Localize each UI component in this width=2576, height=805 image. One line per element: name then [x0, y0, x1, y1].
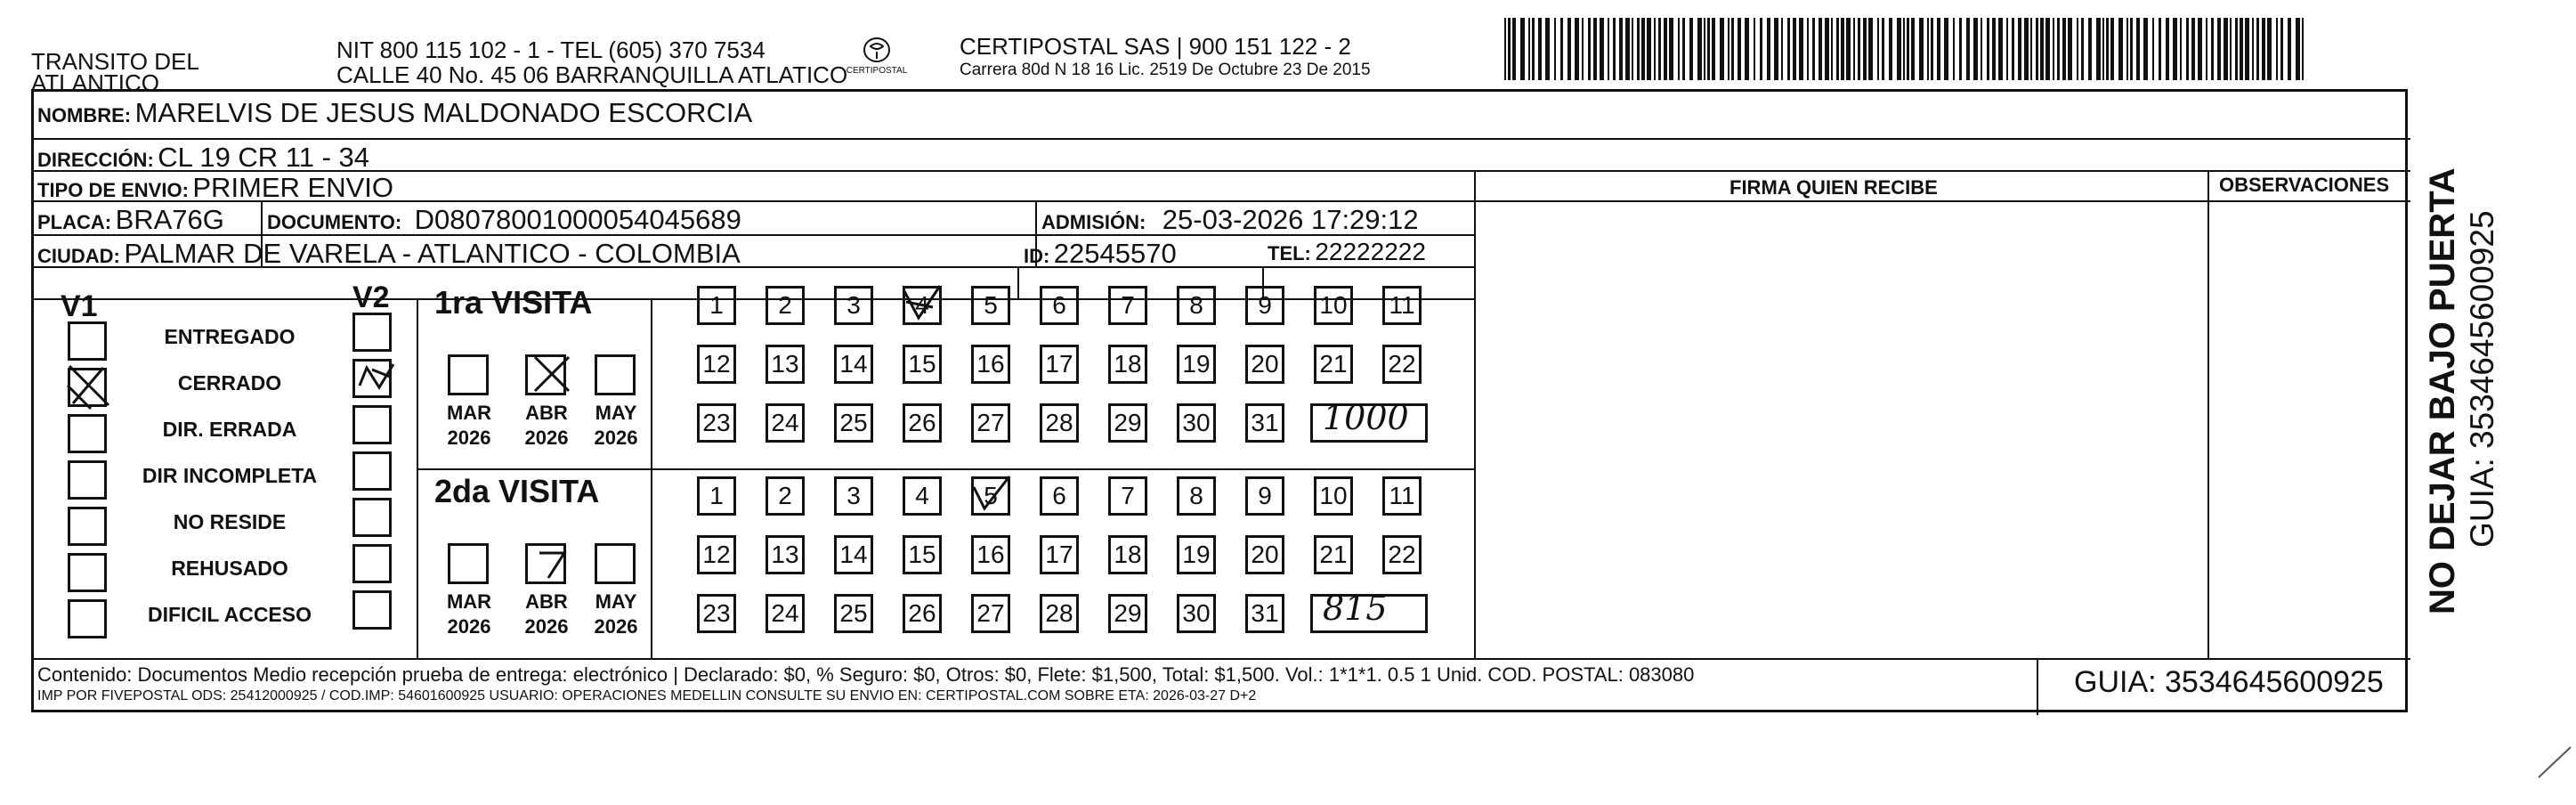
admision-field — [1041, 204, 1419, 236]
barcode-bar — [1825, 18, 1829, 80]
barcode-bar — [2180, 18, 2182, 80]
barcode-bar — [1520, 18, 1525, 80]
v2-label: V2 — [352, 281, 390, 314]
month-year: 2026 — [447, 427, 491, 449]
barcode-bar — [2053, 18, 2054, 80]
status-label: CERRADO — [177, 371, 282, 394]
month-label: MAY — [595, 402, 637, 424]
visit1-title: 1ra VISITA — [434, 284, 593, 321]
day-box[interactable]: 22 — [1382, 345, 1422, 384]
day-box[interactable]: 3 — [834, 476, 873, 516]
barcode-bar — [2276, 18, 2278, 80]
day-box[interactable]: 11 — [1382, 476, 1422, 516]
barcode-bar — [2230, 18, 2232, 80]
day-box[interactable]: 17 — [1040, 535, 1079, 574]
day-box[interactable]: 18 — [1108, 535, 1147, 574]
v1-checkbox[interactable] — [68, 414, 107, 453]
month-label: MAR — [446, 402, 492, 424]
day-box[interactable]: 30 — [1177, 594, 1216, 633]
barcode-bar — [1944, 18, 1948, 80]
barcode-bar — [2096, 18, 2101, 80]
status-label: REHUSADO — [171, 557, 288, 580]
barcode-bar — [1582, 18, 1584, 80]
day-box[interactable]: 28 — [1040, 594, 1079, 633]
barcode-bar — [1853, 18, 1855, 80]
barcode-bar — [1787, 18, 1790, 80]
barcode-bar — [1707, 18, 1710, 80]
day-box[interactable]: 3 — [834, 286, 873, 325]
barcode-bar — [1953, 18, 1955, 80]
tipo-envio-row — [37, 172, 393, 204]
courier-line1: CERTIPOSTAL SAS | 900 151 122 - 2 — [960, 33, 1351, 60]
barcode-bar — [1567, 18, 1571, 80]
barcode-bar — [1973, 18, 1978, 80]
day-box[interactable]: 18 — [1108, 345, 1147, 384]
id-field — [1024, 238, 1177, 270]
month-label: MAY — [595, 590, 637, 613]
month-year: 2026 — [594, 427, 638, 449]
month-label: ABR — [525, 590, 568, 613]
day-box[interactable]: 2 — [766, 286, 805, 325]
barcode-bar — [1608, 18, 1609, 80]
day-box[interactable]: 7 — [1108, 476, 1147, 516]
month-year: 2026 — [524, 615, 569, 638]
barcode-bar — [1508, 18, 1511, 80]
day-box[interactable]: 1 — [697, 286, 736, 325]
barcode-bar — [2302, 18, 2304, 80]
day-box[interactable]: 27 — [971, 403, 1010, 443]
barcode-bar — [1831, 18, 1833, 80]
barcode-bar — [1593, 18, 1597, 80]
barcode-bar — [1689, 18, 1693, 80]
barcode-bar — [2198, 18, 2202, 80]
pen-check-mark — [532, 542, 571, 581]
day-box[interactable]: 26 — [903, 594, 942, 633]
barcode-bar — [1637, 18, 1640, 80]
barcode-bar — [2106, 18, 2109, 80]
barcode-bar — [2088, 18, 2092, 80]
barcode-bar — [2256, 18, 2259, 80]
day-box[interactable]: 4 — [903, 286, 942, 325]
barcode-bar — [2159, 18, 2161, 80]
month-checkbox[interactable] — [595, 354, 636, 395]
guia-side: GUIA: 3534645600925 — [2464, 210, 2500, 548]
day-box[interactable]: 31 — [1245, 403, 1284, 443]
documento-value: D08078001000054045689 — [414, 204, 741, 235]
hour-handwritten: 815 — [1323, 589, 1388, 628]
status-label: NO RESIDE — [173, 510, 287, 533]
day-box[interactable]: 19 — [1177, 345, 1216, 384]
month-checkbox[interactable] — [448, 543, 489, 584]
status-label: DIR. ERRADA — [162, 418, 297, 441]
barcode-bar — [1919, 18, 1924, 80]
barcode-bar — [2018, 18, 2021, 80]
barcode-bar — [1927, 18, 1929, 80]
barcode-bar — [2240, 18, 2243, 80]
delivery-form — [31, 89, 2408, 712]
barcode-bar — [1903, 18, 1905, 80]
visit2-title: 2da VISITA — [434, 473, 600, 509]
v2-checkbox[interactable] — [352, 544, 392, 583]
barcode-bar — [1767, 18, 1770, 80]
day-box[interactable]: 1 — [697, 476, 736, 516]
barcode-bar — [2118, 18, 2123, 80]
pen-check-mark — [64, 359, 117, 412]
pen-check-mark — [897, 279, 947, 329]
barcode-bar — [2102, 18, 2104, 80]
barcode-bar — [1959, 18, 1962, 80]
barcode — [1504, 18, 2305, 80]
month-year: 2026 — [524, 427, 569, 449]
v2-checkbox[interactable] — [352, 498, 392, 537]
barcode-bar — [1937, 18, 1940, 80]
ciudad-value: PALMAR DE VARELA - ATLANTICO - COLOMBIA — [124, 238, 741, 269]
barcode-bar — [1588, 18, 1591, 80]
barcode-bar — [2030, 18, 2032, 80]
barcode-bar — [1868, 18, 1873, 80]
day-box[interactable]: 21 — [1314, 345, 1353, 384]
day-box[interactable]: 9 — [1245, 476, 1284, 516]
direccion-row — [37, 142, 369, 174]
documento-label: DOCUMENTO: — [267, 211, 402, 233]
barcode-bar — [2206, 18, 2207, 80]
day-box[interactable]: 16 — [971, 535, 1010, 574]
id-label: ID: — [1024, 245, 1050, 267]
barcode-bar — [1575, 18, 1579, 80]
barcode-bar — [1907, 18, 1909, 80]
barcode-bar — [1987, 18, 1989, 80]
firma-header: FIRMA QUIEN RECIBE — [1729, 176, 1938, 199]
day-box[interactable]: 16 — [971, 345, 1010, 384]
placa-field — [37, 204, 224, 236]
v1-checkbox[interactable] — [68, 460, 107, 500]
v2-checkbox[interactable] — [352, 313, 392, 352]
contenido-line: Contenido: Documentos Medio recepción prueba de entrega: electrónico | Declarado: $0, % Seguro: $0, Otros: $0, Flete: $1,500, Total: $1,500. Vol.: 1*1*1. 0.5 1 Unid. COD. POSTAL: 083080 — [37, 663, 1695, 686]
id-value: 22545570 — [1053, 238, 1177, 269]
barcode-bar — [2211, 18, 2214, 80]
status-label: DIFICIL ACCESO — [147, 603, 312, 626]
day-box[interactable]: 15 — [903, 345, 942, 384]
barcode-bar — [1654, 18, 1656, 80]
day-box[interactable]: 25 — [834, 594, 873, 633]
barcode-bar — [1882, 18, 1884, 80]
barcode-bar — [1632, 18, 1633, 80]
barcode-bar — [1846, 18, 1851, 80]
month-year: 2026 — [447, 615, 491, 638]
org-name-line1: TRANSITO DEL — [31, 48, 199, 75]
day-box[interactable]: 22 — [1382, 535, 1422, 574]
tel-label: TEL: — [1268, 242, 1311, 264]
nombre-label: NOMBRE: — [37, 104, 132, 126]
barcode-bar — [1981, 18, 1982, 80]
barcode-bar — [2045, 18, 2050, 80]
barcode-bar — [1911, 18, 1915, 80]
barcode-bar — [1992, 18, 1996, 80]
org-name-line2: ATLANTICO — [31, 69, 159, 96]
barcode-bar — [1754, 18, 1755, 80]
day-box[interactable]: 23 — [697, 403, 736, 443]
barcode-bar — [2062, 18, 2066, 80]
barcode-bar — [1745, 18, 1749, 80]
barcode-bar — [2173, 18, 2177, 80]
barcode-bar — [1731, 18, 1734, 80]
month-label: ABR — [525, 402, 568, 424]
barcode-bar — [2040, 18, 2044, 80]
barcode-bar — [2057, 18, 2060, 80]
placa-label: PLACA: — [37, 211, 112, 233]
barcode-bar — [1877, 18, 1879, 80]
v2-checkbox[interactable] — [352, 451, 392, 491]
barcode-bar — [2280, 18, 2283, 80]
day-box[interactable]: 14 — [834, 535, 873, 574]
barcode-bar — [1528, 18, 1530, 80]
barcode-bar — [2036, 18, 2038, 80]
day-box[interactable]: 4 — [903, 476, 942, 516]
tipo-envio-value: PRIMER ENVIO — [192, 172, 394, 203]
nit-line: NIT 800 115 102 - 1 - TEL (605) 370 7534 — [336, 37, 766, 63]
v1-checkbox[interactable] — [68, 321, 107, 361]
day-box[interactable]: 6 — [1040, 286, 1079, 325]
barcode-bar — [2288, 18, 2291, 80]
barcode-bar — [1812, 18, 1815, 80]
barcode-bar — [2166, 18, 2169, 80]
barcode-bar — [1512, 18, 1516, 80]
barcode-bar — [1664, 18, 1667, 80]
v1-checkbox[interactable] — [68, 507, 107, 546]
courier-line2: Carrera 80d N 18 16 Lic. 2519 De Octubre 23 De 2015 — [960, 61, 1371, 79]
day-box[interactable]: 13 — [766, 535, 805, 574]
imp-line: IMP POR FIVEPOSTAL ODS: 25412000925 / COD.IMP: 54601600925 USUARIO: OPERACIONES MEDELLIN CONSULTE SU ENVIO EN: CERTIPOSTAL.COM SOBRE ETA: 2026-03-27 D+2 — [37, 688, 1257, 703]
barcode-bar — [1545, 18, 1550, 80]
day-box[interactable]: 12 — [697, 535, 736, 574]
barcode-bar — [2267, 18, 2272, 80]
day-box[interactable]: 8 — [1177, 286, 1216, 325]
day-box[interactable]: 27 — [971, 594, 1010, 633]
address-line: CALLE 40 No. 45 06 BARRANQUILLA ATLATICO — [336, 61, 848, 88]
nombre-row — [37, 97, 752, 129]
day-box[interactable]: 9 — [1245, 286, 1284, 325]
v2-checkbox[interactable] — [352, 405, 392, 444]
barcode-bar — [1682, 18, 1685, 80]
pen-check-mark — [965, 469, 1015, 519]
pen-check-mark — [530, 352, 574, 396]
barcode-bar — [1807, 18, 1809, 80]
barcode-bar — [2143, 18, 2148, 80]
admision-value: 25-03-2026 17:29:12 — [1162, 204, 1419, 235]
barcode-bar — [2262, 18, 2265, 80]
barcode-bar — [1799, 18, 1803, 80]
status-label: DIR INCOMPLETA — [142, 464, 318, 487]
barcode-bar — [1647, 18, 1651, 80]
v2-checkbox[interactable] — [352, 590, 392, 630]
barcode-bar — [1600, 18, 1604, 80]
day-box[interactable]: 5 — [971, 476, 1010, 516]
day-box[interactable]: 23 — [697, 594, 736, 633]
day-box[interactable]: 11 — [1382, 286, 1422, 325]
barcode-bar — [2006, 18, 2008, 80]
barcode-bar — [2081, 18, 2084, 80]
day-box[interactable]: 12 — [697, 345, 736, 384]
barcode-bar — [1897, 18, 1901, 80]
barcode-bar — [1966, 18, 1970, 80]
no-dejar-bajo-puerta: NO DEJAR BAJO PUERTA — [2423, 167, 2462, 614]
ciudad-field — [37, 238, 741, 270]
barcode-bar — [1554, 18, 1556, 80]
day-box[interactable]: 15 — [903, 535, 942, 574]
day-box[interactable]: 17 — [1040, 345, 1079, 384]
barcode-bar — [1863, 18, 1867, 80]
barcode-bar — [1625, 18, 1630, 80]
barcode-bar — [2136, 18, 2140, 80]
day-box[interactable]: 10 — [1314, 476, 1353, 516]
day-box[interactable]: 31 — [1245, 594, 1284, 633]
placa-value: BRA76G — [115, 204, 224, 235]
barcode-bar — [1704, 18, 1705, 80]
barcode-bar — [2191, 18, 2195, 80]
direccion-value: CL 19 CR 11 - 34 — [158, 142, 370, 173]
barcode-bar — [1841, 18, 1844, 80]
admision-label: ADMISIÓN: — [1041, 211, 1146, 233]
day-box[interactable]: 26 — [903, 403, 942, 443]
barcode-bar — [1697, 18, 1702, 80]
pen-check-mark — [354, 359, 399, 403]
barcode-bar — [1669, 18, 1673, 80]
barcode-bar — [1613, 18, 1616, 80]
day-box[interactable]: 21 — [1314, 535, 1353, 574]
v1-checkbox[interactable] — [68, 599, 107, 638]
day-box[interactable]: 29 — [1108, 403, 1147, 443]
barcode-bar — [1538, 18, 1542, 80]
barcode-bar — [2110, 18, 2114, 80]
barcode-bar — [2130, 18, 2133, 80]
tipo-envio-label: TIPO DE ENVIO: — [37, 179, 189, 201]
day-box[interactable]: 6 — [1040, 476, 1079, 516]
barcode-bar — [2252, 18, 2254, 80]
day-box[interactable]: 10 — [1314, 286, 1353, 325]
barcode-bar — [1641, 18, 1645, 80]
direccion-label: DIRECCIÓN: — [37, 149, 154, 171]
scan-mark — [2537, 744, 2572, 779]
barcode-bar — [1560, 18, 1563, 80]
day-box[interactable]: 13 — [766, 345, 805, 384]
v1-label: V1 — [61, 289, 98, 323]
day-box[interactable]: 24 — [766, 403, 805, 443]
barcode-bar — [1760, 18, 1762, 80]
barcode-bar — [2224, 18, 2228, 80]
barcode-bar — [2077, 18, 2078, 80]
day-box[interactable]: 2 — [766, 476, 805, 516]
observaciones-header: OBSERVACIONES — [2219, 174, 2390, 196]
barcode-bar — [1658, 18, 1661, 80]
barcode-bar — [1712, 18, 1715, 80]
barcode-bar — [1793, 18, 1796, 80]
guia-footer: GUIA: 3534645600925 — [2074, 665, 2384, 699]
barcode-bar — [1619, 18, 1623, 80]
barcode-bar — [1728, 18, 1729, 80]
barcode-bar — [2012, 18, 2014, 80]
day-box[interactable]: 7 — [1108, 286, 1147, 325]
barcode-bar — [2186, 18, 2189, 80]
barcode-bar — [1504, 18, 1506, 80]
barcode-bar — [2217, 18, 2221, 80]
logo-text: CERTIPOSTAL — [846, 66, 908, 76]
month-year: 2026 — [594, 615, 638, 638]
barcode-bar — [1931, 18, 1933, 80]
barcode-bar — [1819, 18, 1822, 80]
barcode-bar — [1532, 18, 1535, 80]
day-box[interactable]: 20 — [1245, 345, 1284, 384]
barcode-bar — [2126, 18, 2128, 80]
barcode-bar — [1738, 18, 1741, 80]
barcode-bar — [2068, 18, 2072, 80]
ciudad-label: CIUDAD: — [37, 245, 120, 267]
tel-field — [1268, 238, 1426, 266]
barcode-bar — [1836, 18, 1839, 80]
day-box[interactable]: 19 — [1177, 535, 1216, 574]
day-box[interactable]: 5 — [971, 286, 1010, 325]
status-label: ENTREGADO — [164, 325, 296, 348]
day-box[interactable]: 28 — [1040, 403, 1079, 443]
barcode-bar — [1998, 18, 2003, 80]
day-box[interactable]: 20 — [1245, 535, 1284, 574]
month-checkbox[interactable] — [448, 354, 489, 395]
barcode-bar — [1781, 18, 1783, 80]
documento-field — [267, 204, 741, 236]
v1-checkbox[interactable] — [68, 553, 107, 592]
day-box[interactable]: 25 — [834, 403, 873, 443]
certipostal-logo — [846, 34, 908, 78]
barcode-bar — [2235, 18, 2238, 80]
day-box[interactable]: 24 — [766, 594, 805, 633]
barcode-bar — [2296, 18, 2300, 80]
barcode-bar — [1720, 18, 1724, 80]
month-checkbox[interactable] — [595, 543, 636, 584]
barcode-bar — [2152, 18, 2154, 80]
day-box[interactable]: 14 — [834, 345, 873, 384]
barcode-bar — [1889, 18, 1892, 80]
day-box[interactable]: 30 — [1177, 403, 1216, 443]
nombre-value: MARELVIS DE JESUS MALDONADO ESCORCIA — [134, 97, 753, 128]
hour-handwritten: 1000 — [1323, 398, 1409, 437]
barcode-bar — [2024, 18, 2029, 80]
day-box[interactable]: 29 — [1108, 594, 1147, 633]
barcode-bar — [1858, 18, 1860, 80]
barcode-bar — [2245, 18, 2249, 80]
barcode-bar — [1678, 18, 1680, 80]
month-label: MAR — [446, 590, 492, 613]
day-box[interactable]: 8 — [1177, 476, 1216, 516]
barcode-bar — [1774, 18, 1778, 80]
tel-value: 22222222 — [1315, 238, 1426, 265]
